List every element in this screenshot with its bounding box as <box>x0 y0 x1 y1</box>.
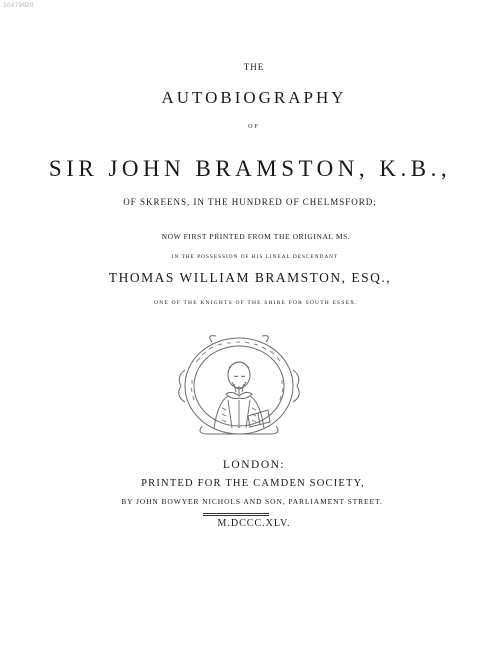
possession-line: IN THE POSSESSION OF HIS LINEAL DESCENDANT <box>171 254 339 260</box>
imprint-printed-for: PRINTED FOR THE CAMDEN SOCIETY, <box>141 478 365 489</box>
now-first-printed: NOW FIRST PRINTED FROM THE ORIGINAL MS. <box>161 232 351 241</box>
double-rule-bottom <box>203 515 269 516</box>
imprint-printer: BY JOHN BOWYER NICHOLS AND SON, PARLIAMENT STREET. <box>121 497 383 506</box>
title-autobiography: AUTOBIOGRAPHY <box>161 88 347 107</box>
title-of: OF <box>248 124 260 130</box>
imprint-year: M.DCCC.XLV. <box>217 518 291 529</box>
imprint-city: LONDON: <box>222 459 286 471</box>
subject-name: SIR JOHN BRAMSTON, K.B., <box>48 156 452 181</box>
camden-society-seal-icon <box>172 330 306 442</box>
double-rule-top <box>203 513 269 514</box>
subject-place: OF SKREENS, IN THE HUNDRED OF CHELMSFORD; <box>123 197 377 207</box>
editor-name: THOMAS WILLIAM BRAMSTON, ESQ., <box>108 270 392 285</box>
title-the: THE <box>243 62 265 72</box>
page-id-label: 10479620 <box>3 2 34 9</box>
editor-role: ONE OF THE KNIGHTS OF THE SHIRE FOR SOUTH ESSEX. <box>154 300 358 306</box>
